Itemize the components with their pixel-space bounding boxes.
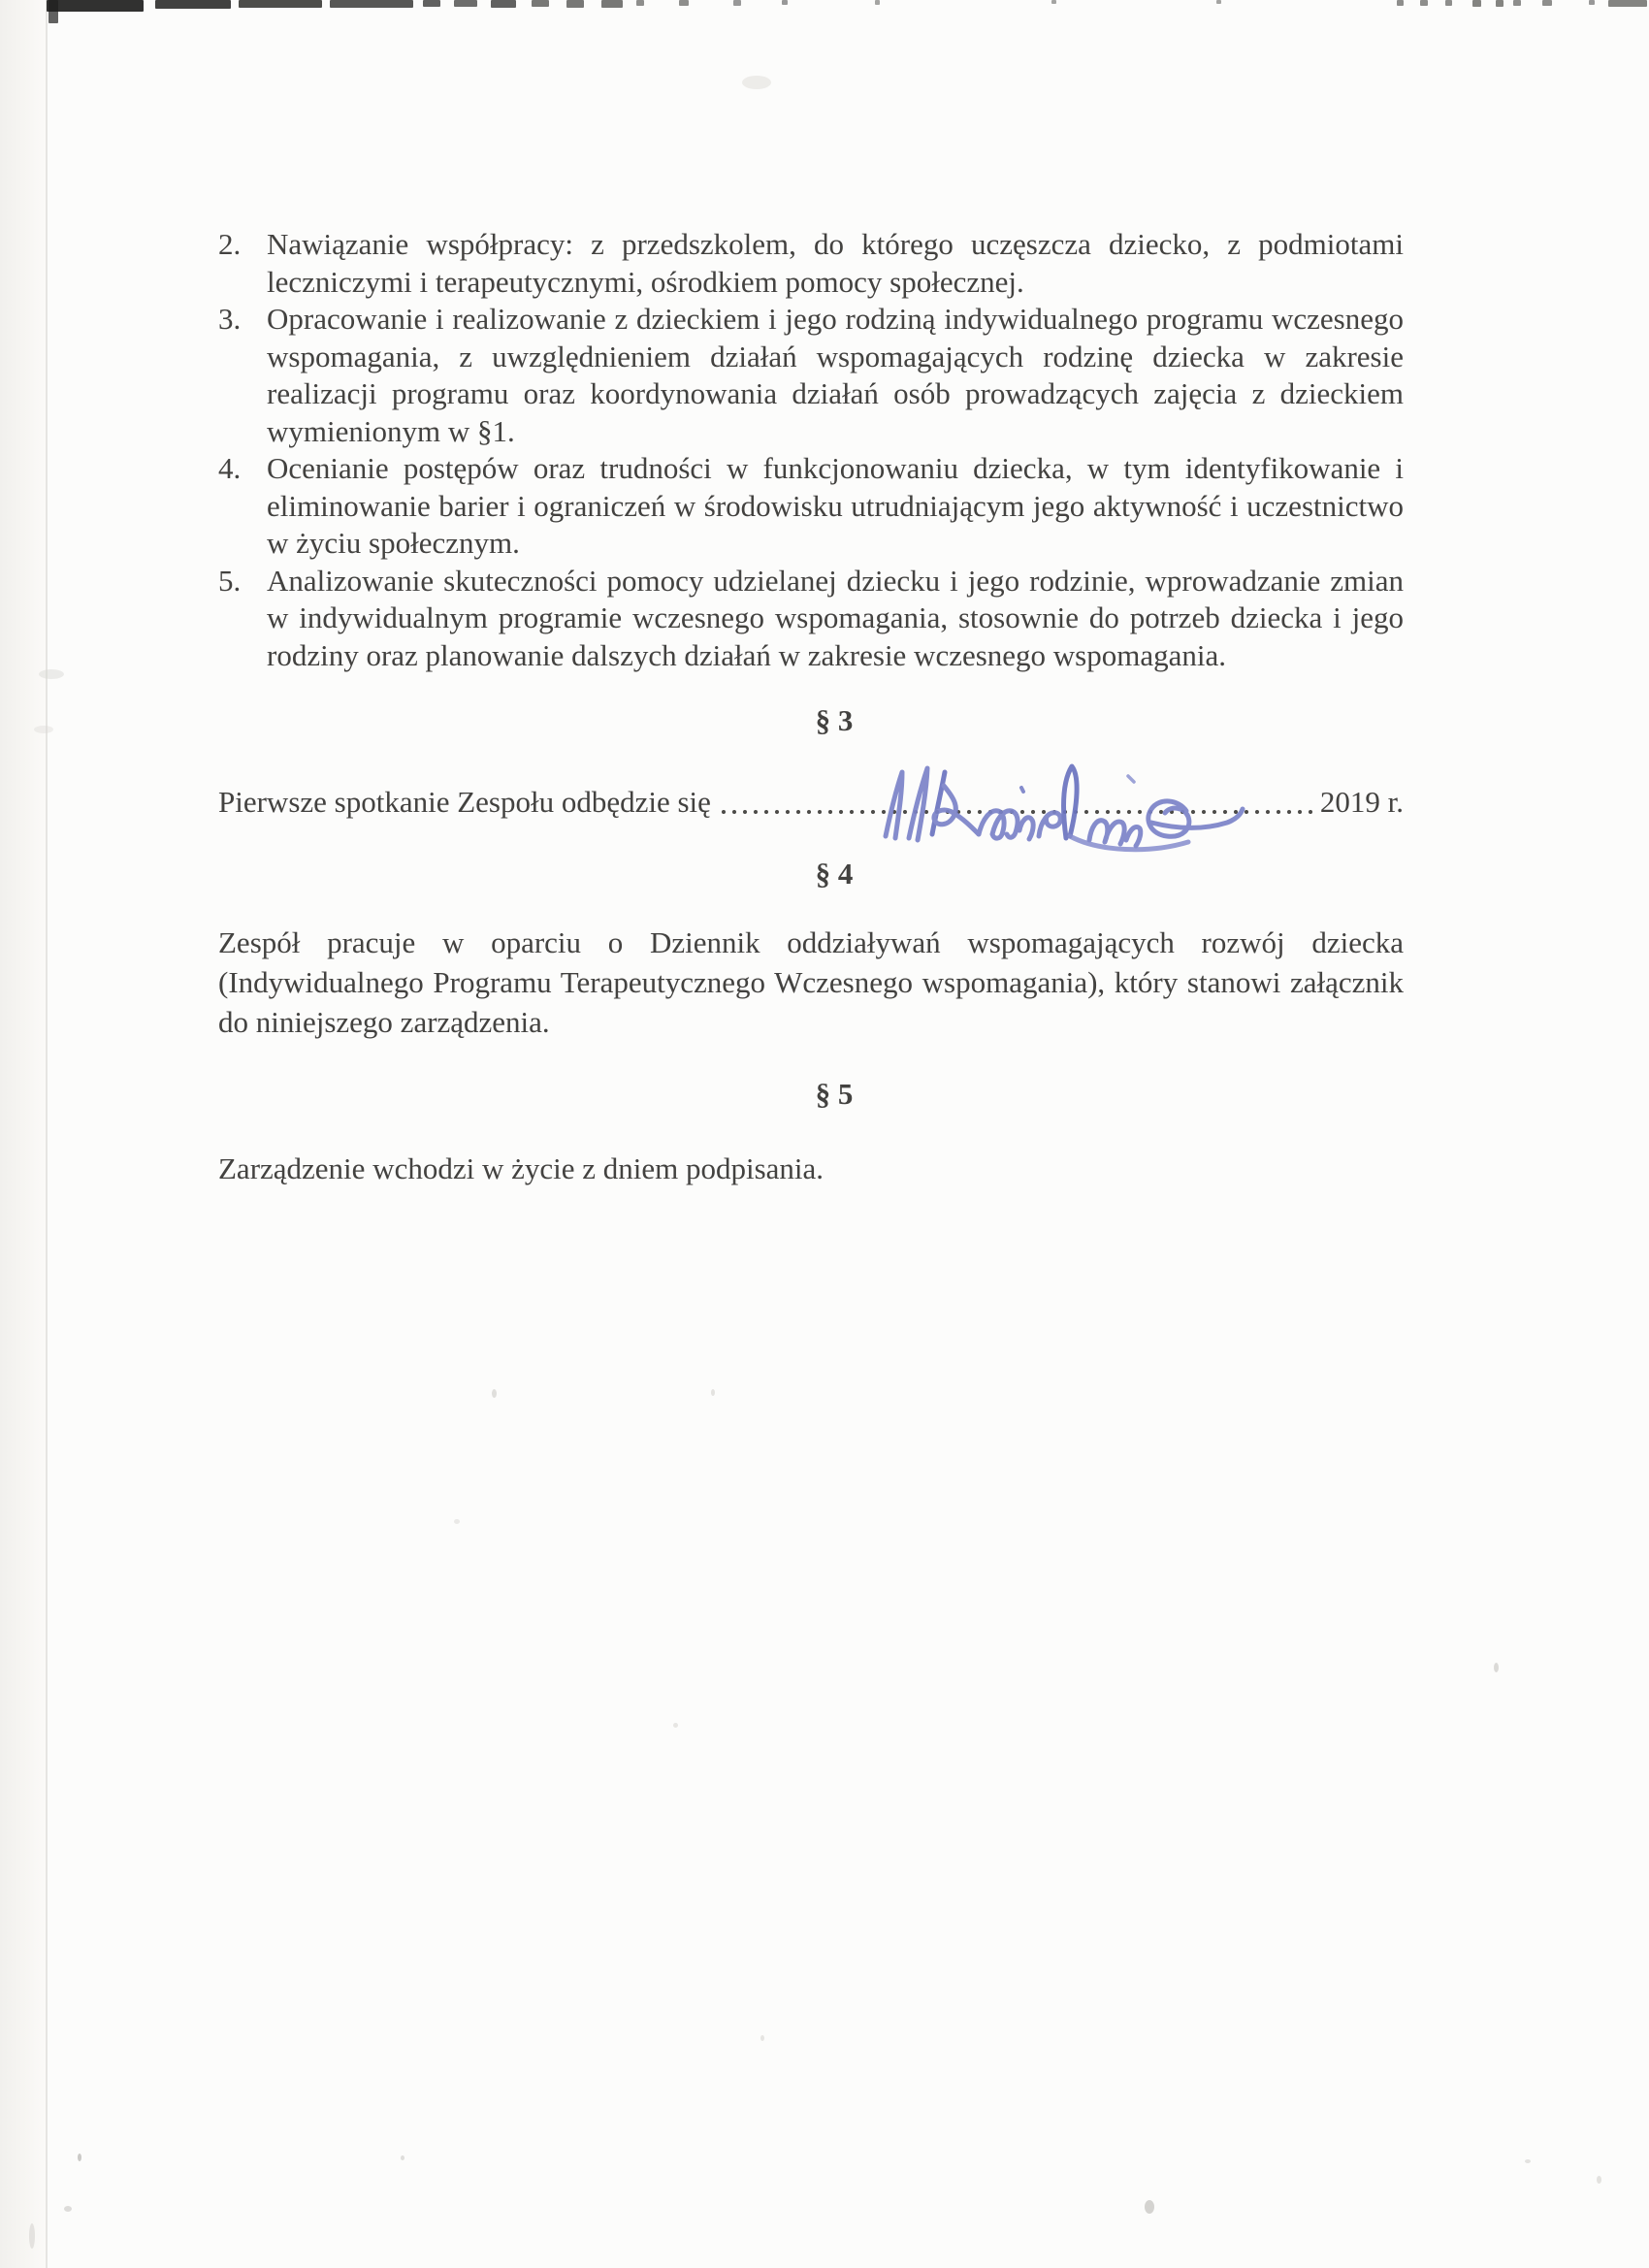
scan-speck: [673, 1723, 678, 1728]
scan-speck: [1525, 2159, 1531, 2163]
scan-speck: [454, 1519, 460, 1524]
scan-speck: [64, 2206, 72, 2212]
scan-speck: [34, 726, 53, 733]
scan-artifact-top-bar: [0, 0, 1649, 25]
list-item-number: 5.: [218, 563, 242, 598]
section-4-paragraph: Zespół pracuje w oparciu o Dziennik oddziaływań wspomagających rozwój dziecka (Indywidualnego Programu Terapeutycznego Wczesnego wspomagania), który stanowi załącznik do niniejszego zarządzenia.: [218, 925, 1404, 1039]
list-item-text: Analizowanie skuteczności pomocy udzielanej dziecku i jego rodzinie, wprowadzanie zmian w indywidualnym programie wczesnego wspomagania, stosownie do potrzeb dziecka i jego rodziny oraz planowanie dalszych działań w zakresie wczesnego wspomagania.: [267, 563, 1404, 672]
scan-speck: [1494, 1663, 1499, 1672]
scan-speck: [492, 1389, 497, 1398]
list-item-number: 4.: [218, 451, 242, 485]
section-5-paragraph: Zarządzenie wchodzi w życie z dniem podpisania.: [218, 1151, 824, 1185]
scan-speck: [742, 76, 771, 89]
scan-speck: [401, 2155, 404, 2160]
scan-speck: [29, 2223, 35, 2249]
list-item-2: [218, 226, 1404, 301]
list-item-number: 3.: [218, 302, 242, 336]
scan-speck: [711, 1389, 715, 1396]
list-item-3: [218, 301, 1404, 450]
scan-speck: [760, 2035, 764, 2041]
list-item-text: Opracowanie i realizowanie z dzieckiem i jego rodziną indywidualnego programu wczesnego wspomagania, z uwzględnieniem działań wspomagających rodzinę dziecka w zakresie realizacji programu oraz koordynowania działań osób prowadzących zajęcia z dzieckiem wymienionym w §1.: [267, 302, 1404, 448]
scan-speck: [1597, 2176, 1601, 2184]
section-4-heading: § 4: [815, 857, 854, 891]
section-3-heading: § 3: [815, 703, 854, 737]
handwritten-date: [866, 749, 1254, 867]
list-item-5: [218, 563, 1404, 675]
scan-speck: [39, 669, 64, 679]
list-item-text: Ocenianie postępów oraz trudności w funkcjonowaniu dziecka, w tym identyfikowanie i eliminowanie barier i ograniczeń w środowisku utrudniającym jego aktywność i uczestnictwo w życiu społecznym.: [267, 451, 1404, 560]
scan-speck: [1145, 2200, 1154, 2214]
meeting-date-line-suffix: 2019 r.: [1319, 785, 1404, 819]
list-item-number: 2.: [218, 227, 242, 261]
document-content: [218, 226, 1404, 1218]
section-5-heading: § 5: [815, 1077, 854, 1111]
meeting-date-line-prefix: Pierwsze spotkanie Zespołu odbędzie się: [218, 785, 711, 819]
scan-speck: [78, 2154, 81, 2161]
scan-left-edge-strip: [0, 0, 46, 2268]
page-edge-line: [46, 0, 48, 2268]
list-item-4: [218, 450, 1404, 563]
list-item-text: Nawiązanie współpracy: z przedszkolem, do którego uczęszcza dziecko, z podmiotami leczniczymi i terapeutycznymi, ośrodkiem pomocy społecznej.: [267, 227, 1404, 299]
